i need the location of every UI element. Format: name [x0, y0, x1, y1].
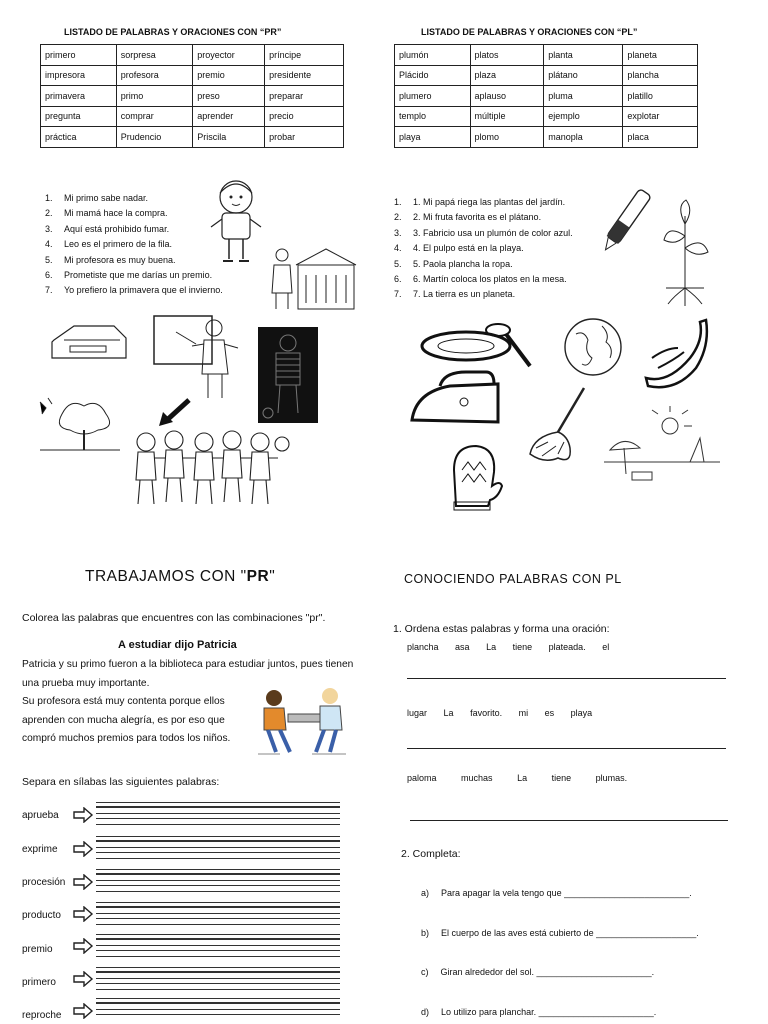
- exercise1-title: 1. Ordena estas palabras y forma una oración:: [393, 623, 610, 635]
- scrambled-word: La: [443, 708, 454, 718]
- table-cell: primavera: [41, 86, 117, 107]
- table-cell: Plácido: [395, 65, 471, 86]
- sentence-text: 3. Fabricio usa un plumón de color azul.: [413, 227, 573, 238]
- table-cell: múltiple: [470, 106, 544, 127]
- scrambled-word: plumas.: [595, 773, 628, 783]
- item-letter: a): [421, 888, 430, 898]
- completion-text: El cuerpo de las aves está cubierto de ____________________.: [441, 928, 699, 938]
- table-cell: príncipe: [265, 45, 344, 66]
- scrambled-word: asa: [455, 642, 470, 652]
- children-line-illustration: [128, 428, 290, 510]
- earth-globe-illustration: [562, 312, 624, 382]
- scrambled-word: paloma: [407, 773, 437, 783]
- list-item: [45, 268, 223, 283]
- story-line: aprenden con mucha alegría, es por eso que: [22, 714, 225, 726]
- scrambled-word: plateada.: [548, 642, 586, 652]
- iron-illustration: [406, 370, 504, 436]
- scrambled-word: el: [602, 642, 610, 652]
- scrambled-word: playa: [570, 708, 593, 718]
- story-line: compró muchos premios para todos los niños.: [22, 733, 231, 745]
- completion-item[interactable]: [421, 967, 654, 977]
- table-cell: preparar: [265, 86, 344, 107]
- item-number: 1.: [45, 193, 53, 203]
- banana-illustration: [638, 312, 716, 392]
- table-cell: preso: [193, 86, 265, 107]
- item-number: 2.: [394, 212, 402, 223]
- item-number: 6.: [394, 274, 402, 285]
- item-number: 3.: [394, 227, 402, 238]
- arrow-icon: [155, 396, 195, 430]
- scrambled-word: La: [486, 642, 497, 652]
- prisoner-illustration: [258, 327, 318, 423]
- table-cell: plomo: [470, 127, 544, 148]
- sentence-text: Mi mamá hace la compra.: [64, 208, 168, 219]
- oven-mitt-illustration: [440, 440, 506, 512]
- table-cell: manopla: [544, 127, 623, 148]
- item-letter: b): [421, 928, 430, 938]
- scrambled-words-row: [407, 708, 592, 718]
- table-cell: playa: [395, 127, 471, 148]
- syllable-word: reproche: [22, 1010, 62, 1021]
- scrambled-word: tiene: [551, 773, 572, 783]
- item-letter: c): [421, 967, 429, 977]
- item-number: 2.: [45, 208, 53, 219]
- sentence-text: Prometiste que me darías un premio.: [64, 270, 213, 281]
- table-cell: primo: [116, 86, 193, 107]
- table-cell: Priscila: [193, 127, 265, 148]
- list-item: [394, 272, 573, 287]
- worksheet-pr-title: [85, 568, 275, 586]
- answer-lines[interactable]: [96, 836, 340, 863]
- title-prefix: TRABAJAMOS CON ": [85, 568, 247, 585]
- table-row: [41, 106, 344, 127]
- story-line: Patricia y su primo fueron a la biblioteca para estudiar juntos, pues tienen: [22, 659, 354, 670]
- pr-word-table: [40, 44, 344, 148]
- table-cell: aplauso: [470, 86, 544, 107]
- arrow-right-icon: [72, 1003, 94, 1019]
- arrow-right-icon: [72, 971, 94, 987]
- item-number: 4.: [45, 239, 53, 250]
- sentence-text: Mi primo sabe nadar.: [64, 193, 149, 203]
- answer-line[interactable]: [407, 678, 726, 679]
- pl-list-title: LISTADO DE PALABRAS Y ORACIONES CON “PL”: [421, 27, 638, 37]
- item-number: 1.: [394, 197, 402, 207]
- arrow-right-icon: [72, 874, 94, 890]
- table-row: [41, 65, 344, 86]
- exercise2-title: 2. Completa:: [401, 848, 461, 860]
- printer-illustration: [44, 320, 134, 365]
- list-item: [45, 191, 223, 206]
- scrambled-word: La: [517, 773, 528, 783]
- list-item: [45, 222, 223, 237]
- table-row: [395, 86, 698, 107]
- table-cell: aprender: [193, 106, 265, 127]
- item-number: 7.: [45, 285, 53, 296]
- item-letter: d): [421, 1007, 430, 1017]
- title-bold: PR: [246, 568, 270, 585]
- sentence-text: Aquí está prohibido fumar.: [64, 223, 170, 234]
- table-cell: sorpresa: [116, 45, 193, 66]
- table-row: [395, 65, 698, 86]
- table-cell: planeta: [623, 45, 698, 66]
- syllable-instruction: Separa en sílabas las siguientes palabras:: [22, 776, 220, 788]
- spring-landscape-illustration: [34, 394, 124, 459]
- table-cell: templo: [395, 106, 471, 127]
- table-cell: plátano: [544, 65, 623, 86]
- teacher-illustration: [152, 314, 252, 404]
- answer-lines[interactable]: [96, 802, 340, 829]
- table-cell: plumero: [395, 86, 471, 107]
- sentence-text: 4. El pulpo está en la playa.: [413, 243, 524, 254]
- table-cell: precio: [265, 106, 344, 127]
- story-line: Su profesora está muy contenta porque ellos: [22, 696, 225, 708]
- table-cell: pluma: [544, 86, 623, 107]
- story-title: A estudiar dijo Patricia: [118, 639, 237, 651]
- answer-lines[interactable]: [96, 934, 340, 961]
- list-item: [45, 237, 223, 252]
- table-row: [395, 106, 698, 127]
- table-cell: platillo: [623, 86, 698, 107]
- table-cell: proyector: [193, 45, 265, 66]
- scrambled-word: es: [544, 708, 555, 718]
- story-line: una prueba muy importante.: [22, 677, 150, 689]
- answer-line[interactable]: [407, 748, 726, 749]
- table-cell: probar: [265, 127, 344, 148]
- table-cell: plaza: [470, 65, 544, 86]
- list-item: [45, 283, 223, 298]
- table-row: [41, 127, 344, 148]
- scrambled-word: plancha: [407, 642, 439, 652]
- plant-illustration: [656, 196, 714, 308]
- scrambled-word: tiene: [512, 642, 533, 652]
- item-number: 3.: [45, 223, 53, 234]
- syllable-word: primero: [22, 977, 56, 988]
- list-item: [394, 241, 573, 256]
- table-cell: práctica: [41, 127, 117, 148]
- pr-list-title: LISTADO DE PALABRAS Y ORACIONES CON “PR”: [64, 27, 282, 37]
- syllable-word: producto: [22, 910, 61, 921]
- sentence-text: Leo es el primero de la fila.: [64, 239, 173, 250]
- list-item: [394, 257, 573, 272]
- list-item: [394, 226, 573, 241]
- table-cell: premio: [193, 65, 265, 86]
- beach-illustration: [604, 404, 720, 490]
- scrambled-word: mi: [518, 708, 529, 718]
- completion-item[interactable]: [421, 888, 692, 898]
- girl-illustration: [205, 175, 267, 265]
- table-cell: platos: [470, 45, 544, 66]
- feather-duster-illustration: [524, 384, 594, 466]
- sentence-text: 1. Mi papá riega las plantas del jardín.: [413, 197, 566, 207]
- table-cell: presidente: [265, 65, 344, 86]
- answer-line[interactable]: [410, 820, 728, 821]
- table-row: [41, 86, 344, 107]
- table-row: [41, 45, 344, 66]
- list-item: [394, 210, 573, 225]
- scrambled-word: muchas: [461, 773, 493, 783]
- answer-lines[interactable]: [96, 967, 340, 994]
- pl-sentence-list: [394, 195, 573, 303]
- title-suffix: ": [269, 568, 276, 585]
- syllable-word: exprime: [22, 844, 58, 855]
- sentence-text: 7. La tierra es un planeta.: [413, 289, 516, 300]
- sentence-text: 6. Martín coloca los platos en la mesa.: [413, 274, 567, 285]
- table-cell: plancha: [623, 65, 698, 86]
- worksheet-pl-title: CONOCIENDO PALABRAS CON PL: [404, 572, 622, 586]
- scrambled-words-row: [407, 642, 609, 652]
- sentence-text: 5. Paola plancha la ropa.: [413, 258, 513, 269]
- sentence-text: Yo prefiero la primavera que el invierno.: [64, 285, 223, 296]
- sentence-text: 2. Mi fruta favorita es el plátano.: [413, 212, 542, 223]
- answer-lines[interactable]: [96, 902, 340, 929]
- table-cell: profesora: [116, 65, 193, 86]
- completion-item[interactable]: [421, 928, 699, 938]
- table-cell: placa: [623, 127, 698, 148]
- arrow-right-icon: [72, 906, 94, 922]
- table-cell: comprar: [116, 106, 193, 127]
- list-item: [45, 206, 223, 221]
- list-item: [394, 195, 573, 210]
- students-studying-illustration: [250, 684, 356, 760]
- table-cell: explotar: [623, 106, 698, 127]
- answer-lines[interactable]: [96, 998, 340, 1020]
- marker-pen-illustration: [594, 184, 656, 260]
- table-row: [395, 127, 698, 148]
- item-number: 6.: [45, 270, 53, 281]
- table-cell: impresora: [41, 65, 117, 86]
- syllable-word: aprueba: [22, 810, 59, 821]
- syllable-word: procesión: [22, 877, 66, 888]
- syllable-word: premio: [22, 944, 53, 955]
- president-building-illustration: [268, 243, 358, 313]
- table-cell: planta: [544, 45, 623, 66]
- table-cell: plumón: [395, 45, 471, 66]
- list-item: [45, 253, 223, 268]
- item-number: 4.: [394, 243, 402, 254]
- item-number: 5.: [45, 254, 53, 265]
- completion-item[interactable]: [421, 1007, 656, 1017]
- sentence-text: Mi profesora es muy buena.: [64, 254, 176, 265]
- item-number: 5.: [394, 258, 402, 269]
- pr-sentence-list: [45, 191, 223, 299]
- scrambled-word: favorito.: [470, 708, 503, 718]
- table-row: [395, 45, 698, 66]
- arrow-right-icon: [72, 938, 94, 954]
- table-cell: Prudencio: [116, 127, 193, 148]
- arrow-right-icon: [72, 807, 94, 823]
- completion-text: Para apagar la vela tengo que _________________________.: [441, 888, 692, 898]
- table-cell: ejemplo: [544, 106, 623, 127]
- instruction-text: Colorea las palabras que encuentres con las combinaciones "pr".: [22, 612, 326, 624]
- pl-word-table: [394, 44, 698, 148]
- completion-text: Giran alrededor del sol. _______________________.: [440, 967, 655, 977]
- scrambled-word: lugar: [407, 708, 428, 718]
- item-number: 7.: [394, 289, 402, 300]
- completion-text: Lo utilizo para planchar. _______________________.: [441, 1007, 657, 1017]
- scrambled-words-row: [407, 773, 627, 783]
- arrow-right-icon: [72, 841, 94, 857]
- list-item: [394, 287, 573, 302]
- table-cell: primero: [41, 45, 117, 66]
- table-cell: pregunta: [41, 106, 117, 127]
- answer-lines[interactable]: [96, 869, 340, 896]
